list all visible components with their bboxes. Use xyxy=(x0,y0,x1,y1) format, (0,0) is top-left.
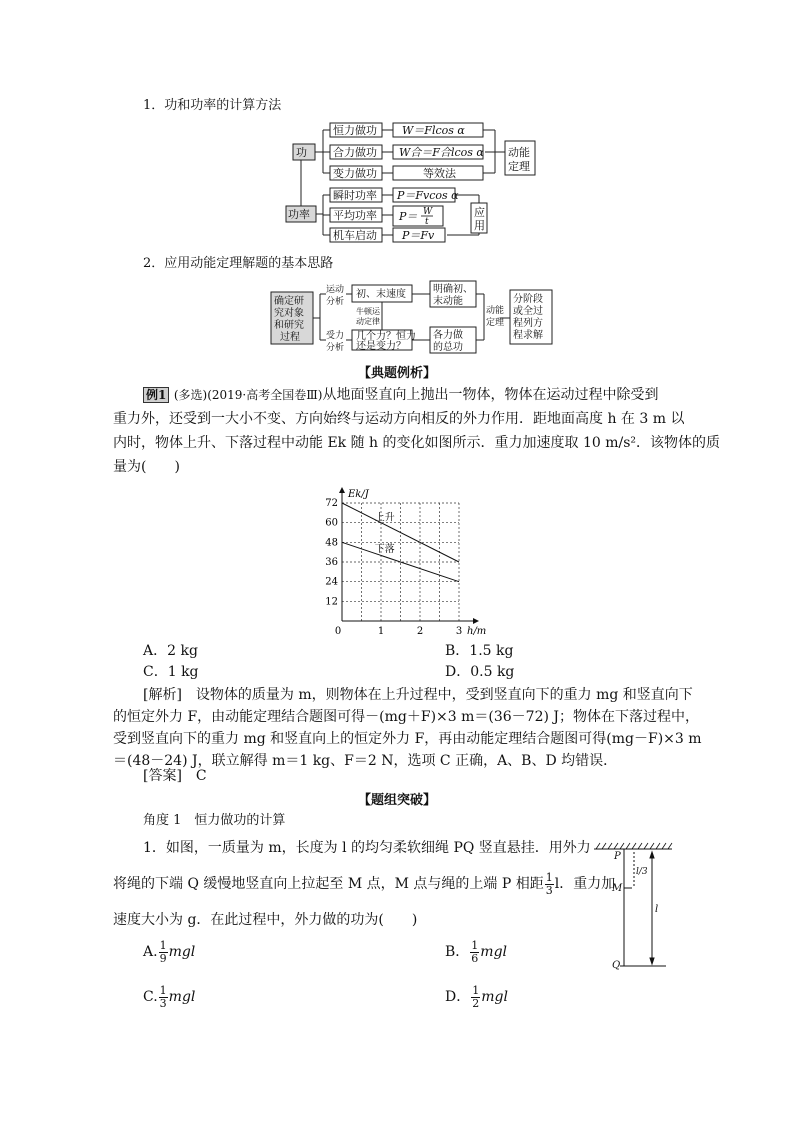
series-label-down: 下落 xyxy=(374,544,395,556)
hengli-label: 恒力做功 xyxy=(333,124,377,137)
example1-line1 xyxy=(143,387,658,404)
dongneng-line: 动能 xyxy=(508,146,530,159)
yingyong-line1: 应 xyxy=(474,206,485,219)
example1-text1: 从地面竖直向上抛出一物体，物体在运动过程中除受到 xyxy=(322,387,659,403)
example-option-d[interactable]: D．0.5 kg xyxy=(445,664,515,680)
pingjun-formula-lhs: P＝ xyxy=(399,210,418,223)
q1-line2b: l．重力加 xyxy=(554,876,616,893)
q1-fraction: $\frac{1}{3}$ xyxy=(545,871,553,897)
queding-l1: 确定研 xyxy=(274,296,304,307)
practice-heading: 【题组突破】 xyxy=(357,793,436,808)
fig-P: P xyxy=(614,851,621,862)
q1-option-d[interactable]: D． $\frac{1}{2}$ mgl xyxy=(445,984,508,1010)
q1-line3: 速度大小为 g．在此过程中，外力做的功为( ) xyxy=(113,912,418,928)
shunshi-label: 瞬时功率 xyxy=(333,189,377,202)
ek-h-chart xyxy=(322,476,502,636)
mingque-l2: 末动能 xyxy=(433,296,463,307)
pingjun-num: W xyxy=(423,207,433,217)
x-tick-label: 1 xyxy=(377,626,385,636)
y-axis-arrow xyxy=(339,487,345,493)
y-tick-label: 72 xyxy=(325,498,338,509)
x-tick-label: 3 xyxy=(455,626,463,636)
y-tick-label: 12 xyxy=(325,596,338,608)
fig-Q: Q xyxy=(612,960,621,971)
energy-theorem-diagram xyxy=(270,280,560,356)
example-tag: (多选)(2019·高考全国卷Ⅲ) xyxy=(173,388,323,402)
fig-l3: l/3 xyxy=(636,867,648,877)
x-tick-label: 2 xyxy=(416,626,424,636)
answer: [答案] C xyxy=(143,768,207,784)
yingyong-line2: 用 xyxy=(474,219,485,232)
fenjieduan-l2: 或全过 xyxy=(513,306,543,317)
chumo-label: 初、末速度 xyxy=(356,289,406,300)
y-tick-label: 36 xyxy=(325,557,338,568)
jigeli-l2: 还是变力？ xyxy=(356,341,406,352)
y-tick-label: 48 xyxy=(325,537,338,549)
gelizuo-l2: 的总功 xyxy=(433,342,463,353)
shunshi-formula: P＝Fvcos α xyxy=(397,189,459,202)
queding-l3: 和研究 xyxy=(274,320,304,331)
dongneng-line2: 定理 xyxy=(508,160,530,173)
y-tick-label: 60 xyxy=(325,517,338,529)
series-label-up: 上升 xyxy=(374,512,395,524)
example-option-c[interactable]: C．1 kg xyxy=(143,664,199,680)
q1-line1: 1．如图，一质量为 m，长度为 l 的均匀柔软细绳 PQ 竖直悬挂．用外力 xyxy=(143,840,591,856)
fig-M: M xyxy=(612,883,623,894)
gelizuo-l1: 各力做 xyxy=(433,330,463,341)
jigeli-l1: 几个力？恒力 xyxy=(356,331,416,342)
analysis-line4: ＝(48－24) J，联立解得 m＝1 kg、F＝2 N，选项 C 正确，A、B、D 均错误． xyxy=(113,753,618,769)
example1-line4: 量为( ) xyxy=(113,459,180,475)
example-option-a[interactable]: A．2 kg xyxy=(143,643,198,659)
queding-l4: 过程 xyxy=(280,332,300,343)
fig-l: l xyxy=(655,904,659,915)
example1-line2: 重力外，还受到一大小不变、方向始终与运动方向相反的外力作用．距地面高度 h 在 3 m 以 xyxy=(113,411,685,427)
jiche-label: 机车启动 xyxy=(333,229,377,242)
yundong-l1: 运动 xyxy=(326,285,345,295)
x-axis-label: h/m xyxy=(467,626,487,636)
q1-option-c[interactable]: C. $\frac{1}{3}$ mgl xyxy=(143,984,196,1010)
fenjieduan-l4: 程求解 xyxy=(513,330,543,341)
example-badge: 例1 xyxy=(143,387,169,403)
section1-title: 1．功和功率的计算方法 xyxy=(143,98,282,113)
x-tick-label: 0 xyxy=(334,626,342,636)
bianli-label: 变力做功 xyxy=(333,167,377,180)
mingque-l1: 明确初、 xyxy=(433,284,473,295)
fenjieduan-l1: 分阶段 xyxy=(513,294,543,305)
dn2-l1: 动能 xyxy=(486,306,505,316)
example-option-b[interactable]: B．1.5 kg xyxy=(445,643,514,659)
analysis-line3: 受到竖直向下的重力 mg 和竖直向上的恒定外力 F，再由动能定理结合题图可得(mg－F)×3 m xyxy=(113,731,702,747)
q1-line2a: 将绳的下端 Q 缓慢地竖直向上拉起至 M 点，M 点与绳的上端 P 相距 xyxy=(113,876,544,893)
x-axis-arrow xyxy=(473,618,479,624)
rope-figure xyxy=(592,840,674,972)
q1-option-a[interactable]: A. $\frac{1}{9}$ mgl xyxy=(143,939,196,965)
dn2-l2: 定理 xyxy=(486,318,505,328)
hengli-formula: W＝Flcos α xyxy=(402,124,465,137)
jiche-formula: P＝Fv xyxy=(402,229,435,242)
example1-line3: 内时，物体上升、下落过程中动能 Ek 随 h 的变化如图所示．重力加速度取 10 m/s²．该物体的质 xyxy=(113,435,721,451)
fenjieduan-l3: 程列方 xyxy=(513,318,543,329)
section2-title: 2．应用动能定理解题的基本思路 xyxy=(143,256,334,271)
gong-label: 功 xyxy=(296,146,307,159)
analysis-line2: 的恒定外力 F，由动能定理结合题图可得－(mg＋F)×3 m＝(36－72) J；物体在下落过程中， xyxy=(113,709,700,725)
analysis-line1: [解析] 设物体的质量为 m，则物体在上升过程中，受到竖直向下的重力 mg 和竖直向下 xyxy=(143,687,693,703)
yundong-l2: 分析 xyxy=(326,297,345,307)
y-axis-label: Ek/J xyxy=(348,489,369,500)
shouli-l2: 分析 xyxy=(326,343,345,353)
work-power-diagram xyxy=(285,117,545,247)
shouli-l1: 受力 xyxy=(326,331,345,341)
niudun-l1: 牛顿运 xyxy=(356,307,380,316)
example-heading: 【典题例析】 xyxy=(357,366,436,381)
pingjun-den: t xyxy=(425,217,429,227)
y-tick-label: 24 xyxy=(325,576,338,588)
q1-option-b[interactable]: B． $\frac{1}{6}$ mgl xyxy=(445,939,508,965)
bianli-formula: 等效法 xyxy=(423,167,456,180)
angle-title: 角度 1 恒力做功的计算 xyxy=(143,813,286,828)
pingjun-label: 平均功率 xyxy=(333,209,377,222)
gonglv-label: 功率 xyxy=(288,208,310,221)
q1-line2 xyxy=(113,872,615,896)
niudun-l2: 动定律 xyxy=(356,317,380,326)
heli-label: 合力做功 xyxy=(333,146,377,159)
queding-l2: 究对象 xyxy=(274,308,304,319)
heli-formula: W合＝F合lcos α xyxy=(399,146,484,159)
